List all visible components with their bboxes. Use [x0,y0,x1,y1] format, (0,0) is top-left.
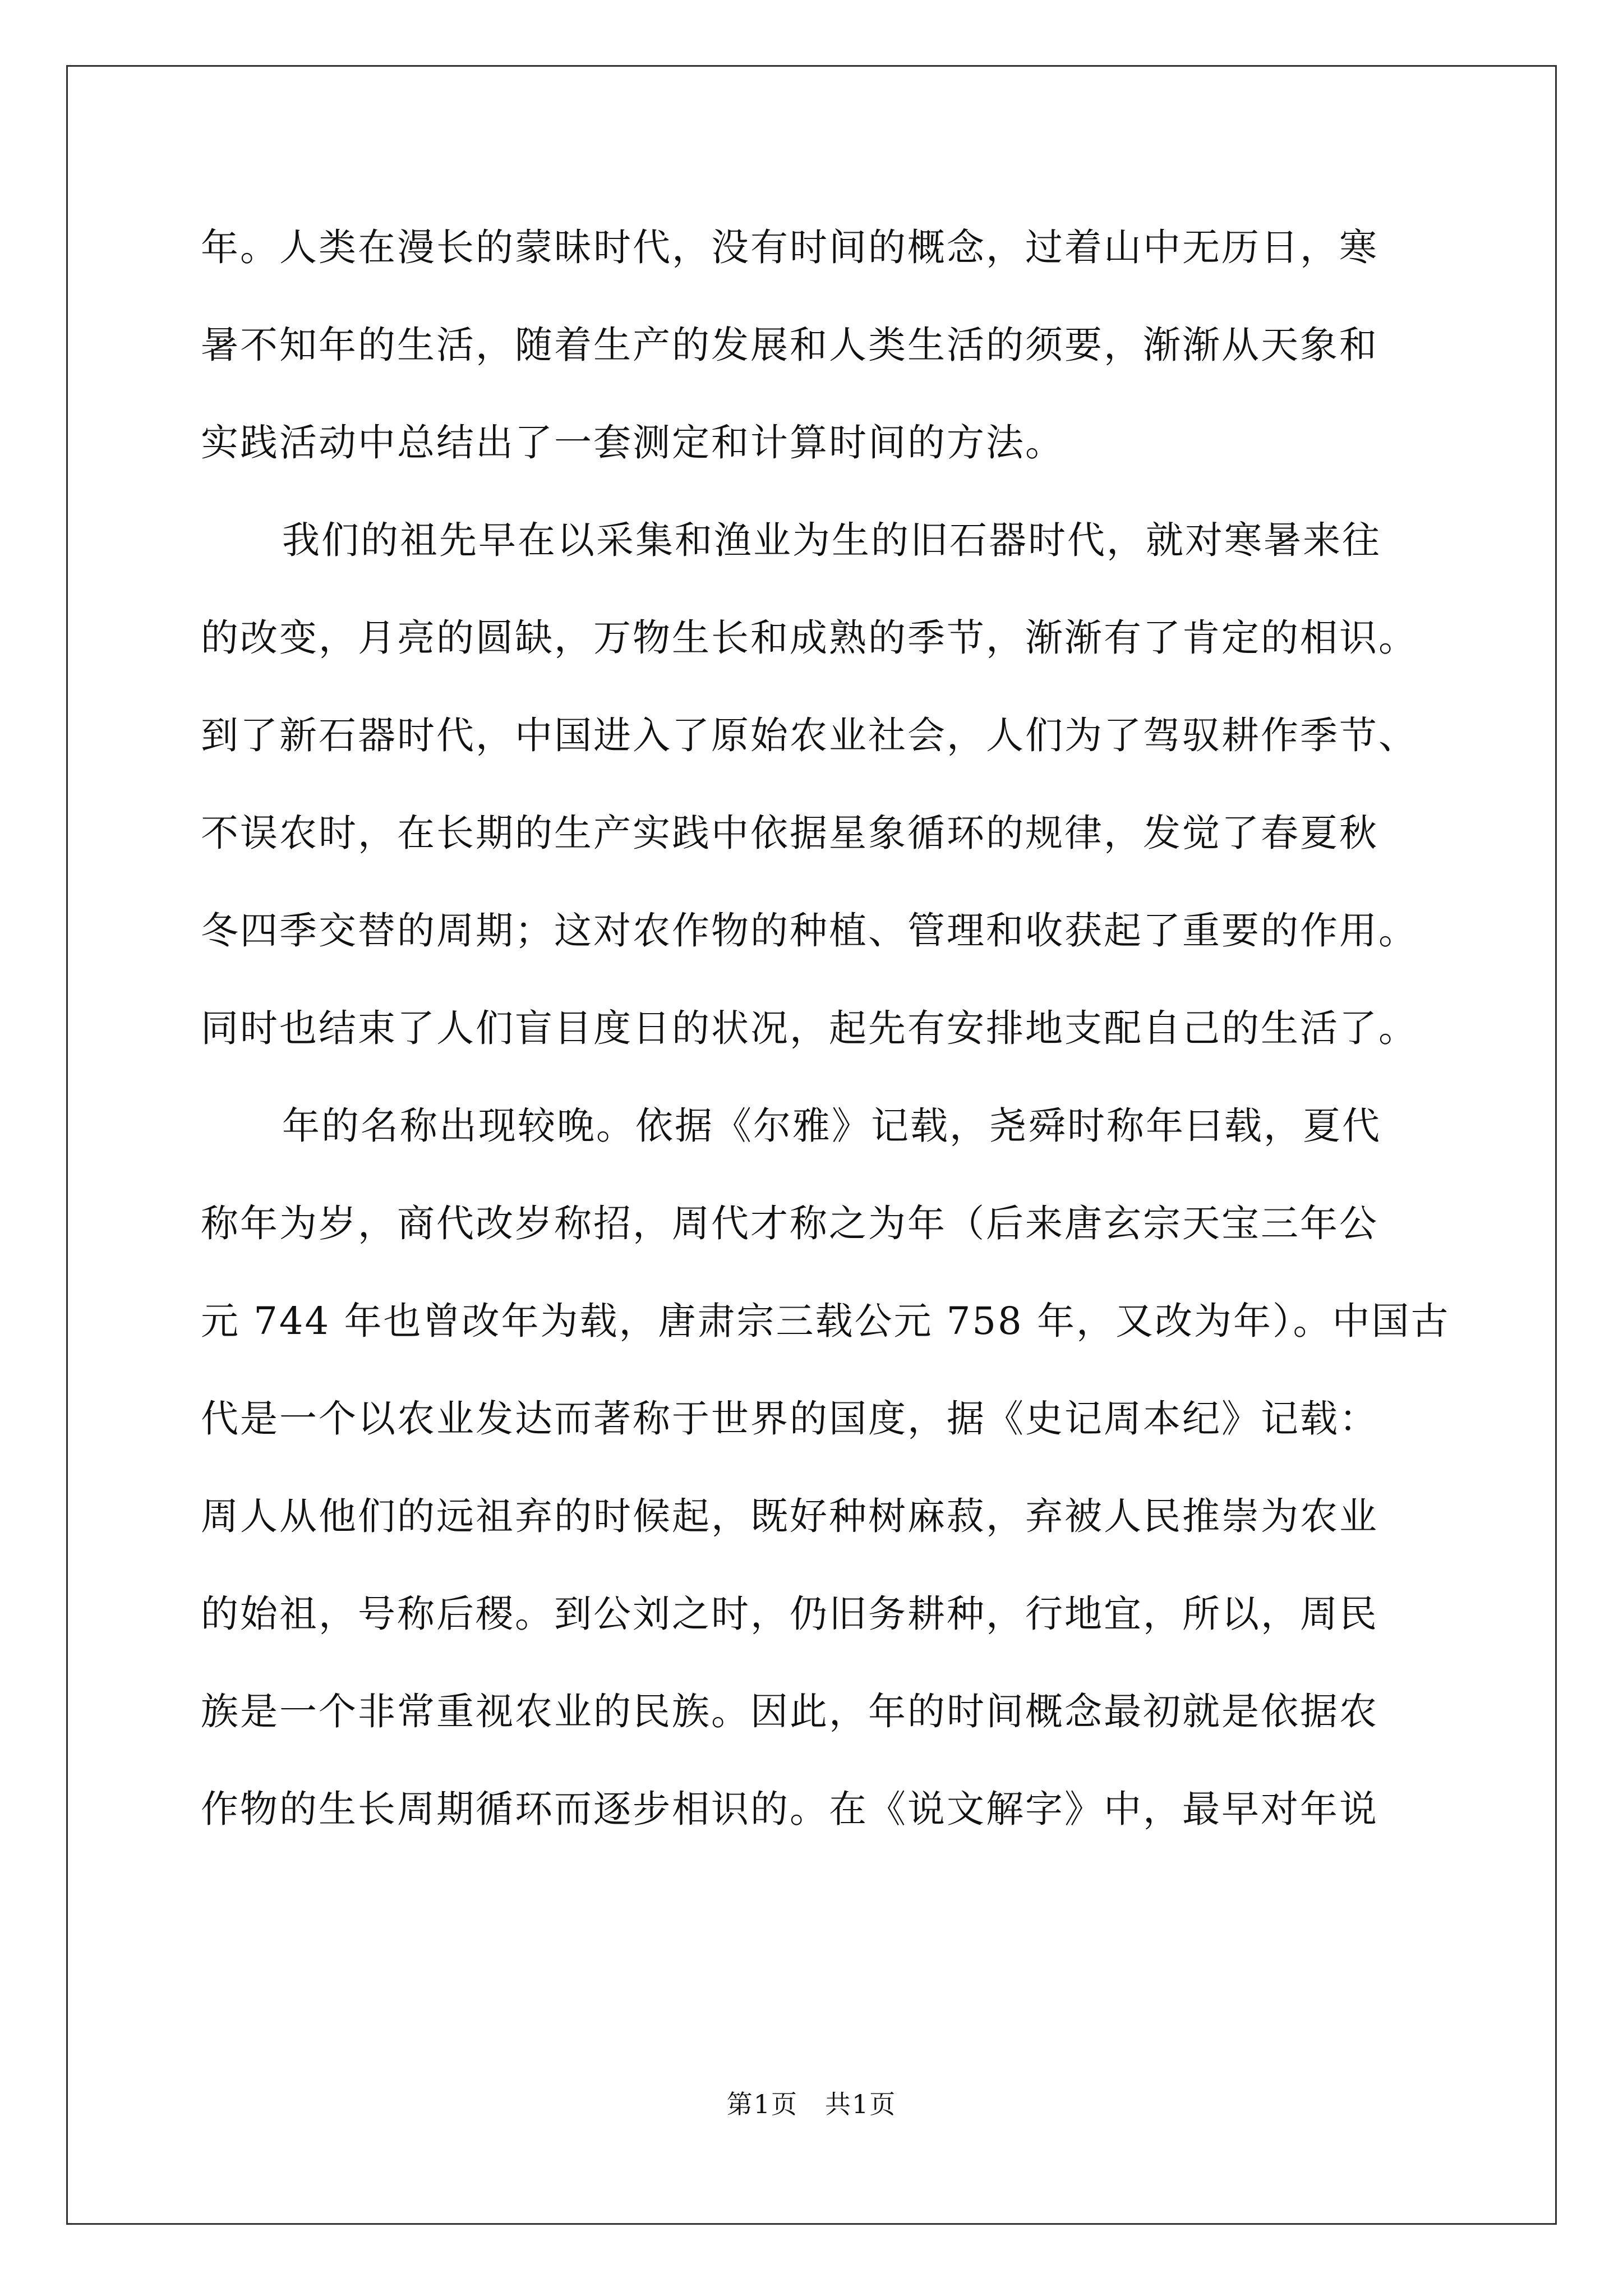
text-line: 的始祖，号称后稷。到公刘之时，仍旧务耕种，行地宜，所以，周民 [201,1592,1378,1636]
page-footer: 第1页 共1页 [726,2089,897,2119]
text-line: 冬四季交替的周期；这对农作物的种植、管理和收获起了重要的作用。 [201,909,1418,953]
text-line: 年。人类在漫长的蒙昧时代，没有时间的概念，过着山中无历日，寒 [201,226,1378,269]
document-body [201,211,1450,1870]
text-line: 称年为岁，商代改岁称招，周代才称之为年（后来唐玄宗天宝三年公 [201,1202,1378,1245]
text-line: 族是一个非常重视农业的民族。因此，年的时间概念最初就是依据农 [201,1690,1378,1733]
text-line: 暑不知年的生活，随着生产的发展和人类生活的须要，渐渐从天象和 [201,323,1378,367]
text-line: 同时也结束了人们盲目度日的状况，起先有安排地支配自己的生活了。 [201,1006,1418,1050]
text-line: 元 744 年也曾改年为载，唐肃宗三载公元 758 年，又改为年）。中国古 [201,1299,1450,1343]
text-line: 周人从他们的远祖弃的时候起，既好种树麻菽，弃被人民推崇为农业 [201,1494,1378,1538]
paragraph-start-line: 年的名称出现较晚。依据《尔雅》记载，尧舜时称年曰载，夏代 [282,1104,1381,1148]
text-line: 到了新石器时代，中国进入了原始农业社会，人们为了驾驭耕作季节、 [201,714,1418,757]
text-line: 作物的生长周期循环而逐步相识的。在《说文解字》中，最早对年说 [201,1787,1378,1831]
text-line: 实践活动中总结出了一套测定和计算时间的方法。 [201,421,1064,464]
text-line: 的改变，月亮的圆缺，万物生长和成熟的季节，渐渐有了肯定的相识。 [201,616,1418,660]
paragraph-start-line: 我们的祖先早在以采集和渔业为生的旧石器时代，就对寒暑来往 [282,518,1381,562]
text-line: 不误农时，在长期的生产实践中依据星象循环的规律，发觉了春夏秋 [201,811,1378,855]
text-line: 代是一个以农业发达而著称于世界的国度，据《史记周本纪》记载： [201,1397,1378,1441]
